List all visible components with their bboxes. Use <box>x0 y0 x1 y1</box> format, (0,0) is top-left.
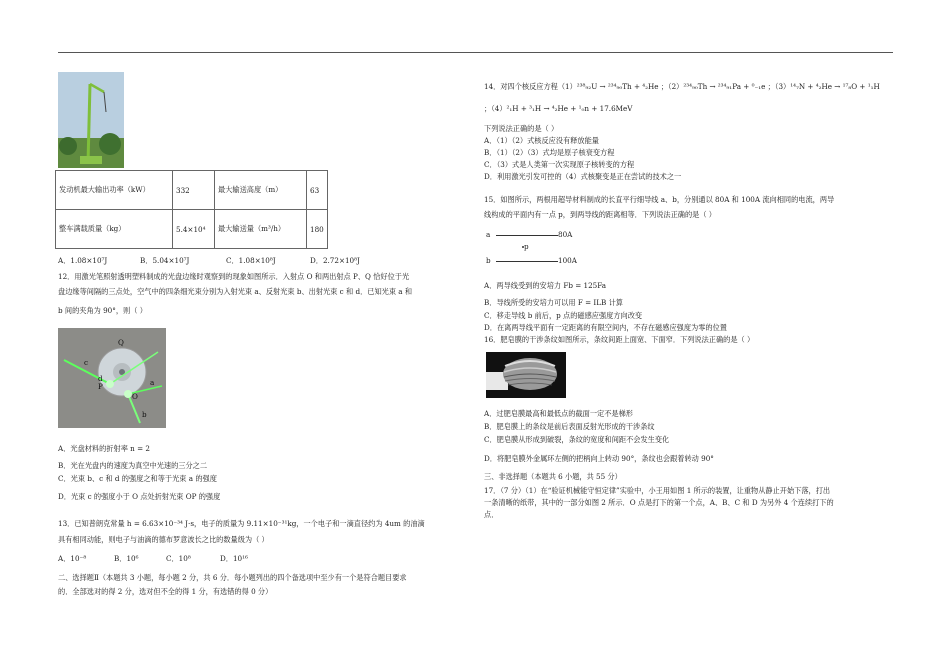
q14-option-c: C．（3）式是人类第一次实现原子核转变的方程 <box>484 160 635 169</box>
photo-label-q: Q <box>118 338 124 347</box>
q12-stem-line: 盘边缘等间隔的三点处，空气中的四条细光束分别为入射光束 a、反射光束 b、出射光束 c 和 d．已知光束 a 和 <box>58 287 413 296</box>
section3-heading: 三、非选择题（本题共 6 小题，共 55 分） <box>484 472 622 481</box>
q12-stem-line: b 间的夹角为 90°，则（ ） <box>58 306 147 315</box>
crane-spec-table <box>55 170 328 249</box>
spec-label: 发动机最大输出功率（kW） <box>56 171 173 210</box>
spec-label: 最大输送量（m³/h） <box>215 210 307 249</box>
photo-label-o: O <box>132 392 138 401</box>
q14-stem-line: ；（4）²₁H + ³₁H → ⁴₂He + ¹₀n + 17.6MeV <box>484 104 633 113</box>
spec-value: 63 <box>307 171 328 210</box>
spec-value: 332 <box>173 171 215 210</box>
photo-label-d: d <box>98 374 103 383</box>
q12-option-a: A．光盘材料的折射率 n = 2 <box>58 444 150 453</box>
q14-option-d: D．利用激光引发可控的（4）式核聚变是正在尝试的技术之一 <box>484 172 682 181</box>
q15-option-c: C．移走导线 b 前后，p 点的磁感应强度方向改变 <box>484 311 643 320</box>
photo-label-c: c <box>84 358 89 367</box>
q17-stem-line: 一条清晰的纸带，其中的一部分如图 2 所示．O 点是打下的第一个点，A、B、C 和 D 为另外 4 个连续打下的 <box>484 498 834 507</box>
wire-b-current: 100A <box>558 256 577 265</box>
wire-a-label: a <box>486 230 491 239</box>
wire-b-label: b <box>486 256 491 265</box>
q12-option-c: C．光束 b、c 和 d 的强度之和等于光束 a 的强度 <box>58 474 217 483</box>
header-rule <box>58 52 893 53</box>
q11-option-a: A．1.08×10⁷J <box>58 256 108 265</box>
q14-option-b: B．（1）（2）（3）式均是原子核衰变方程 <box>484 148 615 157</box>
q15-stem-line: 15．如图所示，两根用超导材料制成的长直平行细导线 a、b，分别通以 80A 和 100A 流向相同的电流，两导 <box>484 195 835 204</box>
photo-label-b: b <box>142 410 147 419</box>
q13-stem-line: 具有相同动能，则电子与油滴的德布罗意波长之比的数量级为（ ） <box>58 535 269 544</box>
parallel-wires-figure <box>486 228 586 270</box>
q13-stem-line: 13．已知普朗克常量 h = 6.63×10⁻³⁴ J·s，电子的质量为 9.11×10⁻³¹kg，一个电子和一滴直径约为 4um 的油滴 <box>58 519 425 528</box>
q17-stem-line: 17．（7 分）（1）在“验证机械能守恒定律”实验中，小王用如图 1 所示的装置，让重物从静止开始下落，打出 <box>484 486 831 495</box>
q16-option-d: D．将肥皂膜外金属环左侧的把柄向上转动 90°，条纹也会跟着转动 90° <box>484 454 714 463</box>
spec-value: 180 <box>307 210 328 249</box>
soap-film-photo <box>486 352 566 398</box>
q13-option-a: A．10⁻⁸ <box>58 554 87 563</box>
q12-option-d: D．光束 c 的强度小于 O 点处折射光束 OP 的强度 <box>58 492 221 501</box>
section2-heading: 的．全部选对的得 2 分，选对但不全的得 1 分，有选错的得 0 分） <box>58 587 273 596</box>
q16-option-a: A．过肥皂膜最高和最低点的截面一定不是梯形 <box>484 409 633 418</box>
q14-stem-line: 14．对四个核反应方程（1）²³⁸₉₂U → ²³⁴₉₀Th + ⁴₂He ；（2）²³⁴₉₀Th → ²³⁴₉₁Pa + ⁰₋₁e ；（3）¹⁴₇N + ⁴₂He → ¹⁷₈O + ¹₁H <box>484 82 880 91</box>
q15-option-d: D．在离两导线平面有一定距离的有限空间内，不存在磁感应强度为零的位置 <box>484 323 727 332</box>
q13-option-d: D．10¹⁶ <box>220 554 248 563</box>
q13-option-b: B．10⁶ <box>114 554 139 563</box>
q16-option-c: C．肥皂膜从形成到破裂，条纹的宽度和间距不会发生变化 <box>484 435 670 444</box>
q13-option-c: C．10⁸ <box>166 554 191 563</box>
q14-option-a: A．（1）（2）式核反应没有释放能量 <box>484 136 599 145</box>
wire-a-current: 80A <box>558 230 573 239</box>
spec-label: 最大输送高度（m） <box>215 171 307 210</box>
point-p-dot <box>522 246 524 248</box>
q17-stem-line: 点． <box>484 510 499 519</box>
section2-heading: 二、选择题Ⅱ（本题共 3 小题，每小题 2 分，共 6 分．每小题列出的四个备选项中至少有一个是符合题目要求 <box>58 573 407 582</box>
q12-option-b: B．光在光盘内的速度为真空中光速的三分之二 <box>58 461 208 470</box>
q14-stem-line: 下列说法正确的是（ ） <box>484 124 559 133</box>
q15-option-a: A．两导线受到的安培力 Fb = 125Fa <box>484 281 607 290</box>
photo-label-a: a <box>150 378 155 387</box>
q11-option-c: C．1.08×10⁸J <box>226 256 276 265</box>
q15-stem-line: 线构成的平面内有一点 p，到两导线的距离相等．下列说法正确的是（ ） <box>484 210 716 219</box>
q16-option-b: B．肥皂膜上的条纹是前后表面反射光形成的干涉条纹 <box>484 422 655 431</box>
photo-label-p: P <box>98 382 103 391</box>
q11-option-b: B．5.04×10⁷J <box>140 256 190 265</box>
spec-value: 5.4×10⁴ <box>173 210 215 249</box>
disc-laser-photo <box>58 328 166 428</box>
q12-stem-line: 12．用激光笔照射透明塑料制成的光盘边缘时观察到的现象如图所示．入射点 O 和两出射点 P、Q 恰好位于光 <box>58 272 410 281</box>
q15-option-b: B．导线所受的安培力可以用 F = ILB 计算 <box>484 298 623 307</box>
q16-stem: 16．肥皂膜的干涉条纹如图所示，条纹间距上面宽、下面窄．下列说法正确的是（ ） <box>484 335 755 344</box>
point-p-label: p <box>524 242 529 251</box>
crane-photo <box>58 72 124 168</box>
q11-option-d: D．2.72×10⁸J <box>310 256 360 265</box>
spec-label: 整车满载质量（kg） <box>56 210 173 249</box>
